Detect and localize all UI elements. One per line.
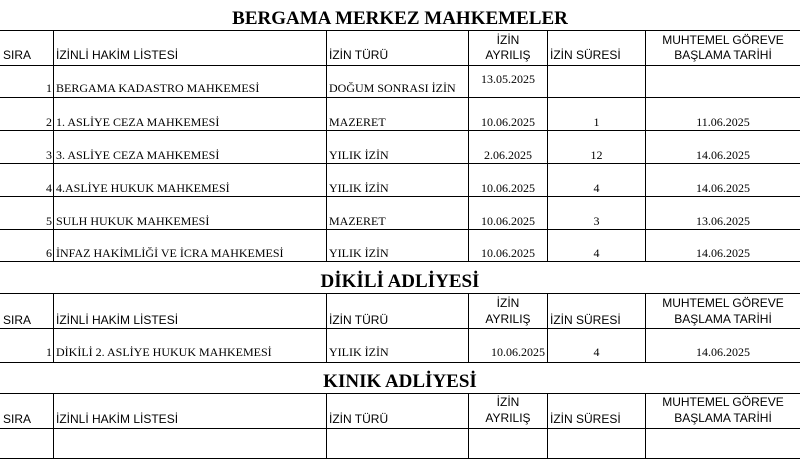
row-ayrilis: 10.06.2025 [481, 115, 535, 129]
grid-line [0, 458, 800, 459]
header-tur: İZİN TÜRÜ [329, 48, 389, 62]
row-no: 6 [46, 246, 52, 260]
row-sure: 4 [593, 345, 600, 359]
header-hakim: İZİNLİ HAKİM LİSTESİ [56, 412, 179, 426]
header-tur: İZİN TÜRÜ [329, 412, 389, 426]
row-baslama: 13.06.2025 [696, 214, 750, 228]
row-no: 3 [46, 148, 52, 162]
row-baslama: 14.06.2025 [696, 181, 750, 195]
header-baslama-1: MUHTEMEL GÖREVE [662, 33, 784, 47]
row-sure: 12 [590, 148, 603, 162]
row-sure: 4 [593, 181, 600, 195]
grid-line [547, 393, 548, 458]
header-baslama-1: MUHTEMEL GÖREVE [662, 395, 784, 409]
grid-line [326, 293, 327, 362]
header-ayrilis-2: AYRILIŞ [485, 312, 531, 326]
row-baslama: 14.06.2025 [696, 148, 750, 162]
header-sira: SIRA [3, 412, 32, 426]
header-sure: İZİN SÜRESİ [550, 313, 621, 327]
header-baslama-1: MUHTEMEL GÖREVE [662, 296, 784, 310]
grid-line [0, 97, 800, 98]
row-sure: 4 [593, 246, 600, 260]
header-baslama-2: BAŞLAMA TARİHİ [674, 312, 772, 326]
header-baslama-2: BAŞLAMA TARİHİ [674, 411, 772, 425]
row-tur: DOĞUM SONRASI İZİN [329, 81, 456, 95]
header-sira: SIRA [3, 48, 32, 62]
grid-line [0, 362, 800, 363]
row-baslama: 11.06.2025 [696, 115, 750, 129]
row-mahkeme: İNFAZ HAKİMLİĞİ VE İCRA MAHKEMESİ [56, 246, 284, 260]
grid-line [0, 428, 800, 429]
row-mahkeme: 3. ASLİYE CEZA MAHKEMESİ [56, 148, 220, 162]
row-tur: MAZERET [329, 115, 386, 129]
grid-line [53, 393, 54, 458]
grid-line [326, 30, 327, 261]
grid-line [326, 393, 327, 458]
grid-line [0, 163, 800, 164]
header-ayrilis-2: AYRILIŞ [485, 48, 531, 62]
row-sure: 3 [593, 214, 600, 228]
header-hakim: İZİNLİ HAKİM LİSTESİ [56, 48, 179, 62]
grid-line [53, 293, 54, 362]
row-mahkeme: 4.ASLİYE HUKUK MAHKEMESİ [56, 181, 230, 195]
header-sure: İZİN SÜRESİ [550, 48, 621, 62]
row-mahkeme: SULH HUKUK MAHKEMESİ [56, 214, 210, 228]
row-ayrilis: 13.05.2025 [481, 72, 535, 86]
row-tur: YILIK İZİN [329, 246, 389, 260]
header-hakim: İZİNLİ HAKİM LİSTESİ [56, 313, 179, 327]
grid-line [0, 30, 800, 31]
row-baslama: 14.06.2025 [696, 246, 750, 260]
row-ayrilis: 10.06.2025 [491, 345, 545, 359]
row-no: 1 [46, 81, 52, 95]
grid-line [0, 328, 800, 329]
header-ayrilis-1: İZİN [496, 296, 520, 310]
header-ayrilis-2: AYRILIŞ [485, 411, 531, 425]
grid-line [0, 130, 800, 131]
row-ayrilis: 10.06.2025 [481, 181, 535, 195]
header-ayrilis-1: İZİN [496, 395, 520, 409]
row-sure: 1 [593, 115, 600, 129]
grid-line [0, 65, 800, 66]
row-baslama: 14.06.2025 [696, 345, 750, 359]
grid-line [0, 293, 800, 294]
row-mahkeme: DİKİLİ 2. ASLİYE HUKUK MAHKEMESİ [56, 345, 272, 359]
row-no: 1 [46, 345, 52, 359]
header-baslama-2: BAŞLAMA TARİHİ [674, 48, 772, 62]
row-no: 5 [46, 214, 52, 228]
section-title: BERGAMA MERKEZ MAHKEMELER [232, 8, 568, 29]
section-title: KINIK ADLİYESİ [323, 371, 477, 392]
grid-line [0, 393, 800, 394]
row-ayrilis: 10.06.2025 [481, 214, 535, 228]
row-mahkeme: BERGAMA KADASTRO MAHKEMESİ [56, 81, 260, 95]
section-title: DİKİLİ ADLİYESİ [320, 271, 480, 292]
header-sure: İZİN SÜRESİ [550, 412, 621, 426]
header-tur: İZİN TÜRÜ [329, 313, 389, 327]
grid-line [0, 196, 800, 197]
grid-line [53, 30, 54, 261]
row-ayrilis: 2.06.2025 [484, 148, 532, 162]
grid-line [0, 261, 800, 262]
row-ayrilis: 10.06.2025 [481, 246, 535, 260]
header-ayrilis-1: İZİN [496, 33, 520, 47]
header-sira: SIRA [3, 313, 32, 327]
row-tur: YILIK İZİN [329, 148, 389, 162]
row-mahkeme: 1. ASLİYE CEZA MAHKEMESİ [56, 115, 220, 129]
row-no: 2 [46, 115, 52, 129]
row-tur: MAZERET [329, 214, 386, 228]
row-tur: YILIK İZİN [329, 181, 389, 195]
row-no: 4 [46, 181, 52, 195]
grid-line [0, 229, 800, 230]
row-tur: YILIK İZİN [329, 345, 389, 359]
